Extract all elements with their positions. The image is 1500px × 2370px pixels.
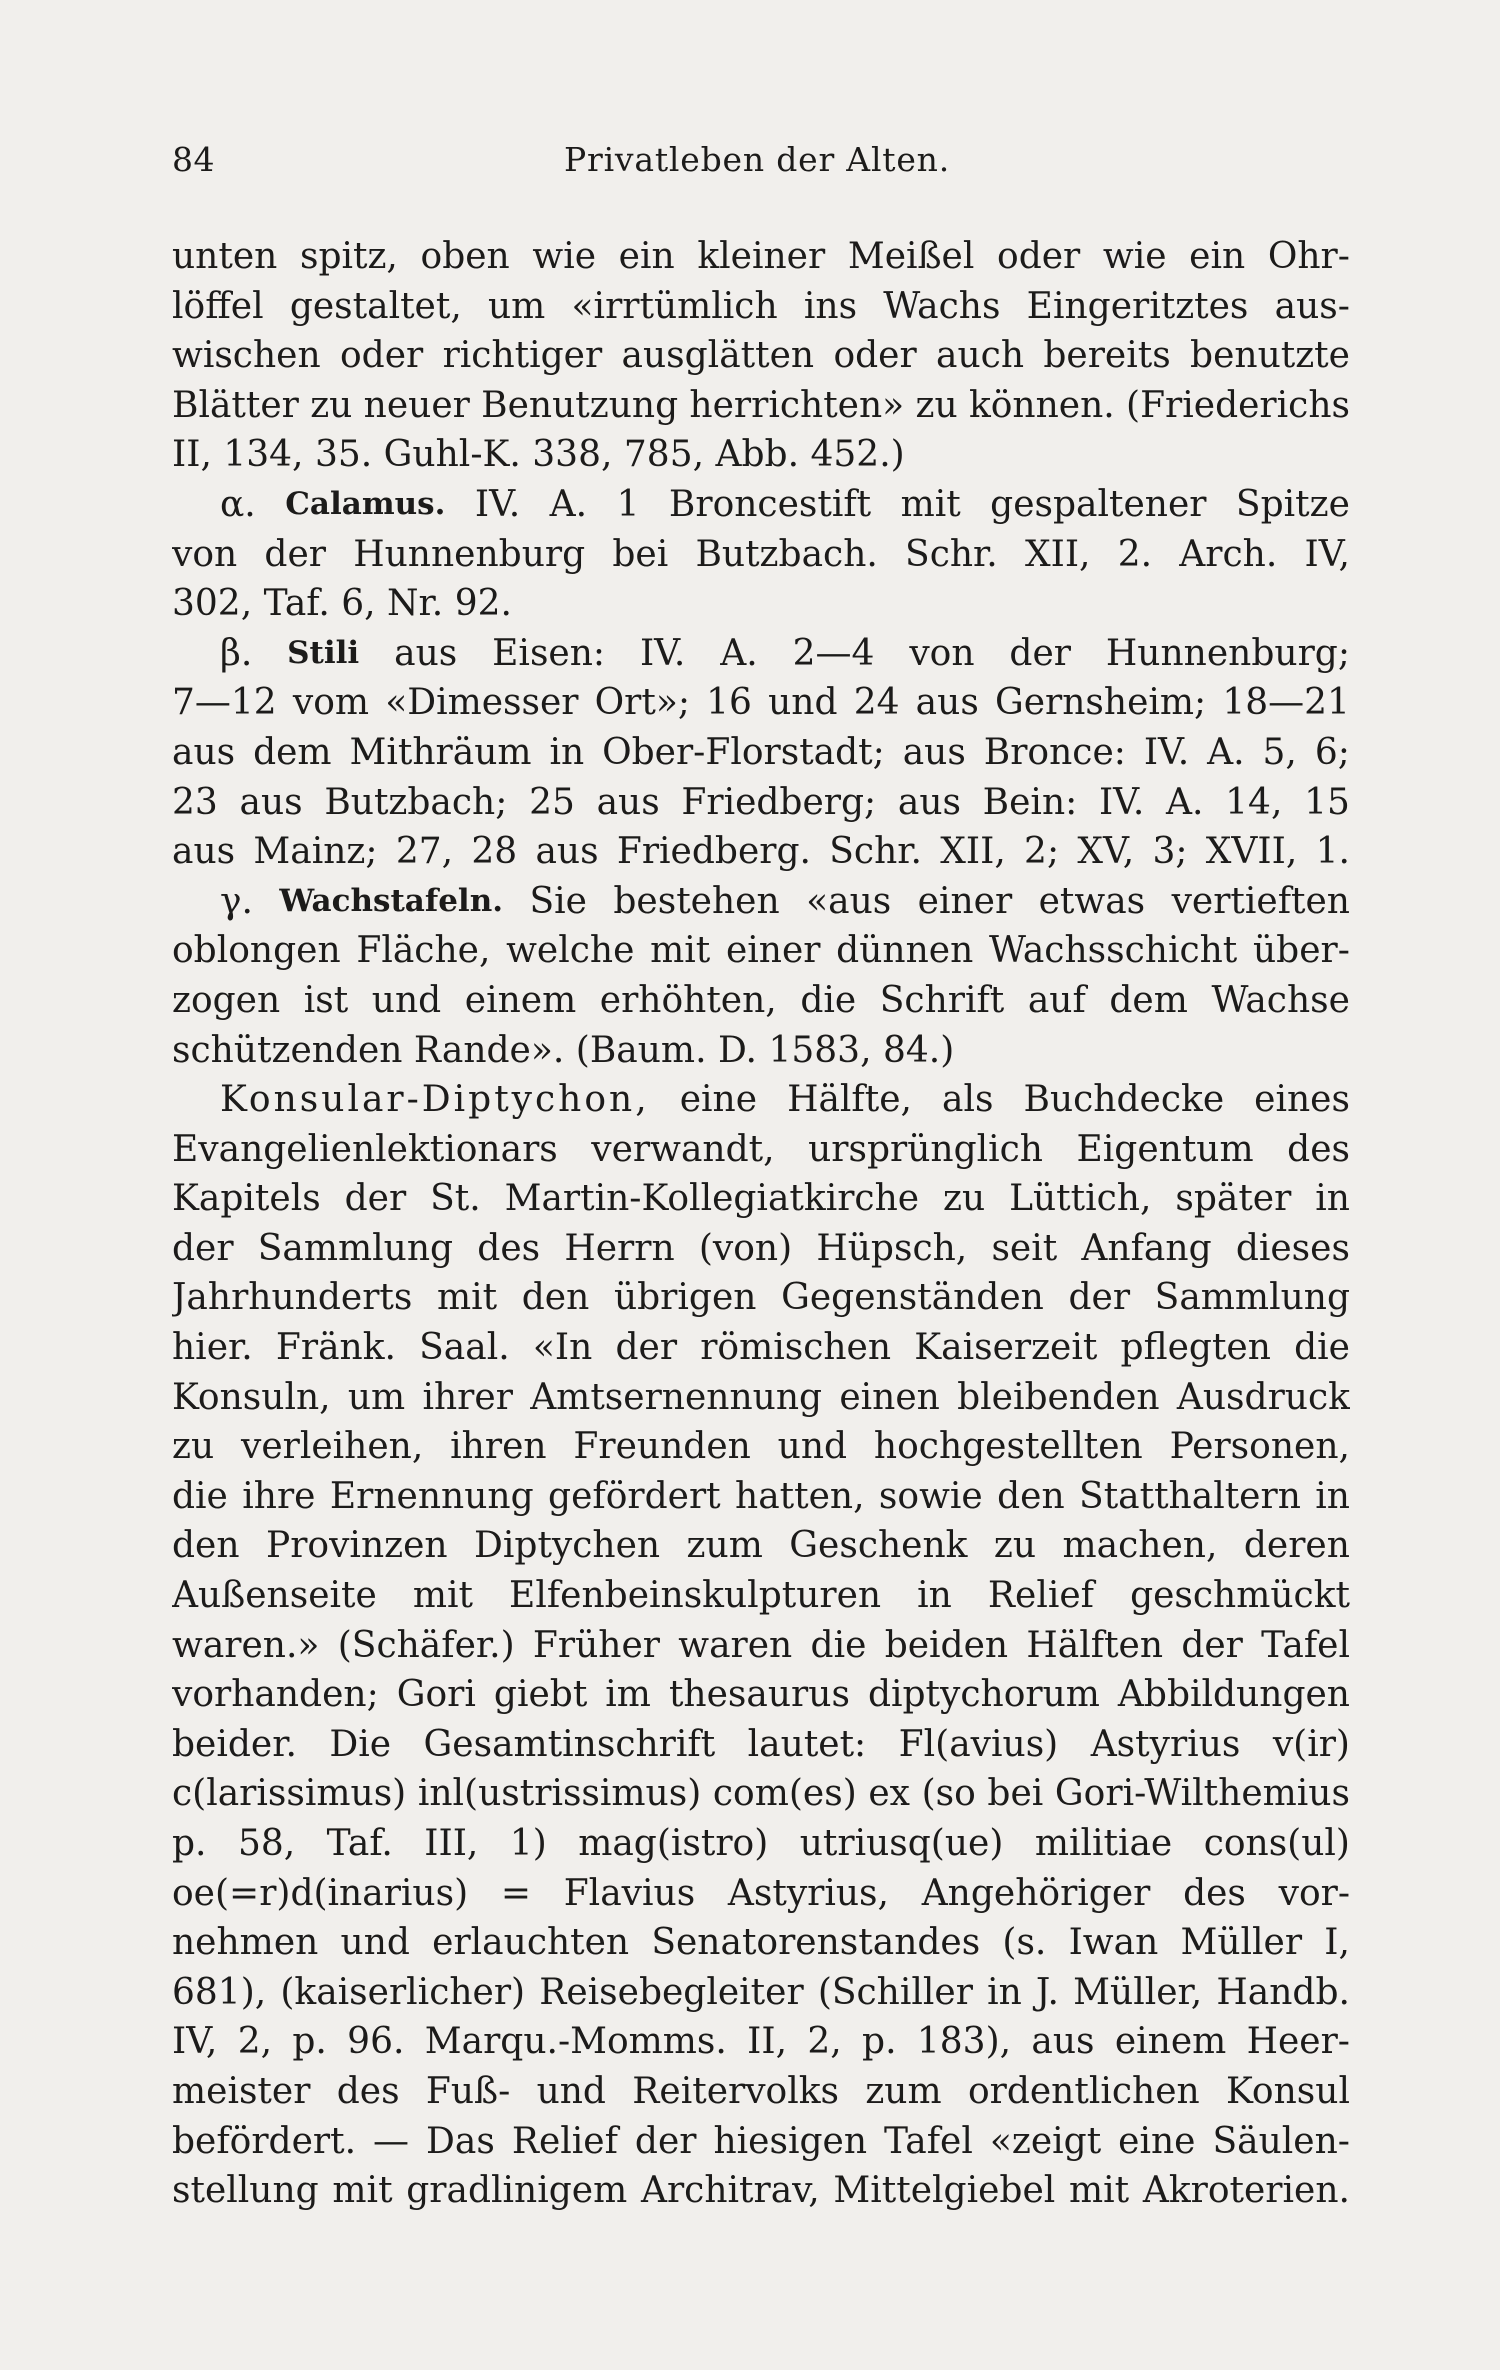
text-line: stellung mit gradlinigem Architrav, Mittelgiebel mit Akroterien. (172, 2170, 1350, 2212)
body-text (172, 232, 1350, 2216)
text-line: die ihre Ernennung gefördert hatten, sowie den Statthaltern in (172, 1475, 1350, 1517)
text-line: hier. Fränk. Saal. «In der römischen Kaiserzeit pflegten die (172, 1327, 1350, 1369)
text-line: γ. Wachstafeln. Sie bestehen «aus einer etwas vertieften (220, 880, 1350, 922)
text-line: wischen oder richtiger ausglätten oder auch bereits benutzte (172, 335, 1350, 377)
text-line: Evangelienlektionars verwandt, ursprünglich Eigentum des (172, 1128, 1350, 1170)
text-line: von der Hunnenburg bei Butzbach. Schr. XII, 2. Arch. IV, (172, 533, 1350, 575)
text-line: p. 58, Taf. III, 1) mag(istro) utriusq(ue) militiae cons(ul) (172, 1823, 1350, 1864)
text-line: meister des Fuß- und Reitervolks zum ordentlichen Konsul (172, 2070, 1350, 2112)
text-line: 7—12 vom «Dimesser Ort»; 16 und 24 aus Gernsheim; 18—21 (172, 682, 1350, 724)
text-line: 681), (kaiserlicher) Reisebegleiter (Schiller in J. Müller, Handb. (172, 1971, 1350, 2013)
text-line: schützenden Rande». (Baum. D. 1583, 84.) (172, 1029, 955, 1071)
text-line: Kapitels der St. Martin-Kollegiatkirche zu Lüttich, später in (172, 1178, 1350, 1220)
text-line: den Provinzen Diptychen zum Geschenk zu machen, deren (172, 1525, 1350, 1567)
text-line: oe(=r)d(inarius) = Flavius Astyrius, Angehöriger des vor- (172, 1872, 1350, 1914)
text-line: aus Mainz; 27, 28 aus Friedberg. Schr. XII, 2; XV, 3; XVII, 1. (172, 831, 1350, 873)
text-line: β. Stili aus Eisen: IV. A. 2—4 von der Hunnenburg; (220, 632, 1350, 674)
text-line: Jahrhunderts mit den übrigen Gegenständen der Sammlung (172, 1277, 1350, 1319)
text-line: aus dem Mithräum in Ober-Florstadt; aus Bronce: IV. A. 5, 6; (172, 731, 1350, 773)
text-line: IV, 2, p. 96. Marqu.-Momms. II, 2, p. 183), aus einem Heer- (172, 2021, 1350, 2063)
text-line: zogen ist und einem erhöhten, die Schrift auf dem Wachse (172, 979, 1350, 1021)
text-line: Außenseite mit Elfenbeinskulpturen in Relief geschmückt (172, 1575, 1350, 1617)
text-line: waren.» (Schäfer.) Früher waren die beiden Hälften der Tafel (172, 1624, 1350, 1666)
text-line: II, 134, 35. Guhl-K. 338, 785, Abb. 452.) (172, 434, 905, 476)
text-line: 23 aus Butzbach; 25 aus Friedberg; aus Bein: IV. A. 14, 15 (172, 781, 1350, 823)
text-line: zu verleihen, ihren Freunden und hochgestellten Personen, (172, 1426, 1350, 1468)
text-line: nehmen und erlauchten Senatorenstandes (s. Iwan Müller I, (172, 1922, 1350, 1964)
text-line: Konsuln, um ihrer Amtsernennung einen bleibenden Ausdruck (172, 1376, 1350, 1418)
text-line: oblongen Fläche, welche mit einer dünnen Wachsschicht über- (172, 930, 1350, 972)
text-line: der Sammlung des Herrn (von) Hüpsch, seit Anfang dieses (172, 1227, 1350, 1269)
text-line: löffel gestaltet, um «irrtümlich ins Wachs Eingeritztes aus- (172, 285, 1350, 327)
text-line: Blätter zu neuer Benutzung herrichten» zu können. (Friederichs (172, 384, 1350, 426)
text-line: vorhanden; Gori giebt im thesaurus diptychorum Abbildungen (172, 1674, 1350, 1716)
text-line: beider. Die Gesamtinschrift lautet: Fl(avius) Astyrius v(ir) (172, 1723, 1350, 1765)
text-line: c(larissimus) inl(ustrissimus) com(es) ex (so bei Gori-Wilthemius (172, 1773, 1350, 1815)
text-line: α. Calamus. IV. A. 1 Broncestift mit gespaltener Spitze (220, 483, 1350, 525)
text-line: unten spitz, oben wie ein kleiner Meißel oder wie ein Ohr- (172, 236, 1350, 277)
page-header (172, 140, 1352, 200)
text-line: Konsular-Diptychon, eine Hälfte, als Buchdecke eines (220, 1079, 1350, 1121)
text-line: 302, Taf. 6, Nr. 92. (172, 583, 512, 625)
page-number: 84 (172, 140, 215, 179)
running-title: Privatleben der Alten. (564, 140, 951, 179)
text-line: befördert. — Das Relief der hiesigen Tafel «zeigt eine Säulen- (172, 2120, 1350, 2162)
